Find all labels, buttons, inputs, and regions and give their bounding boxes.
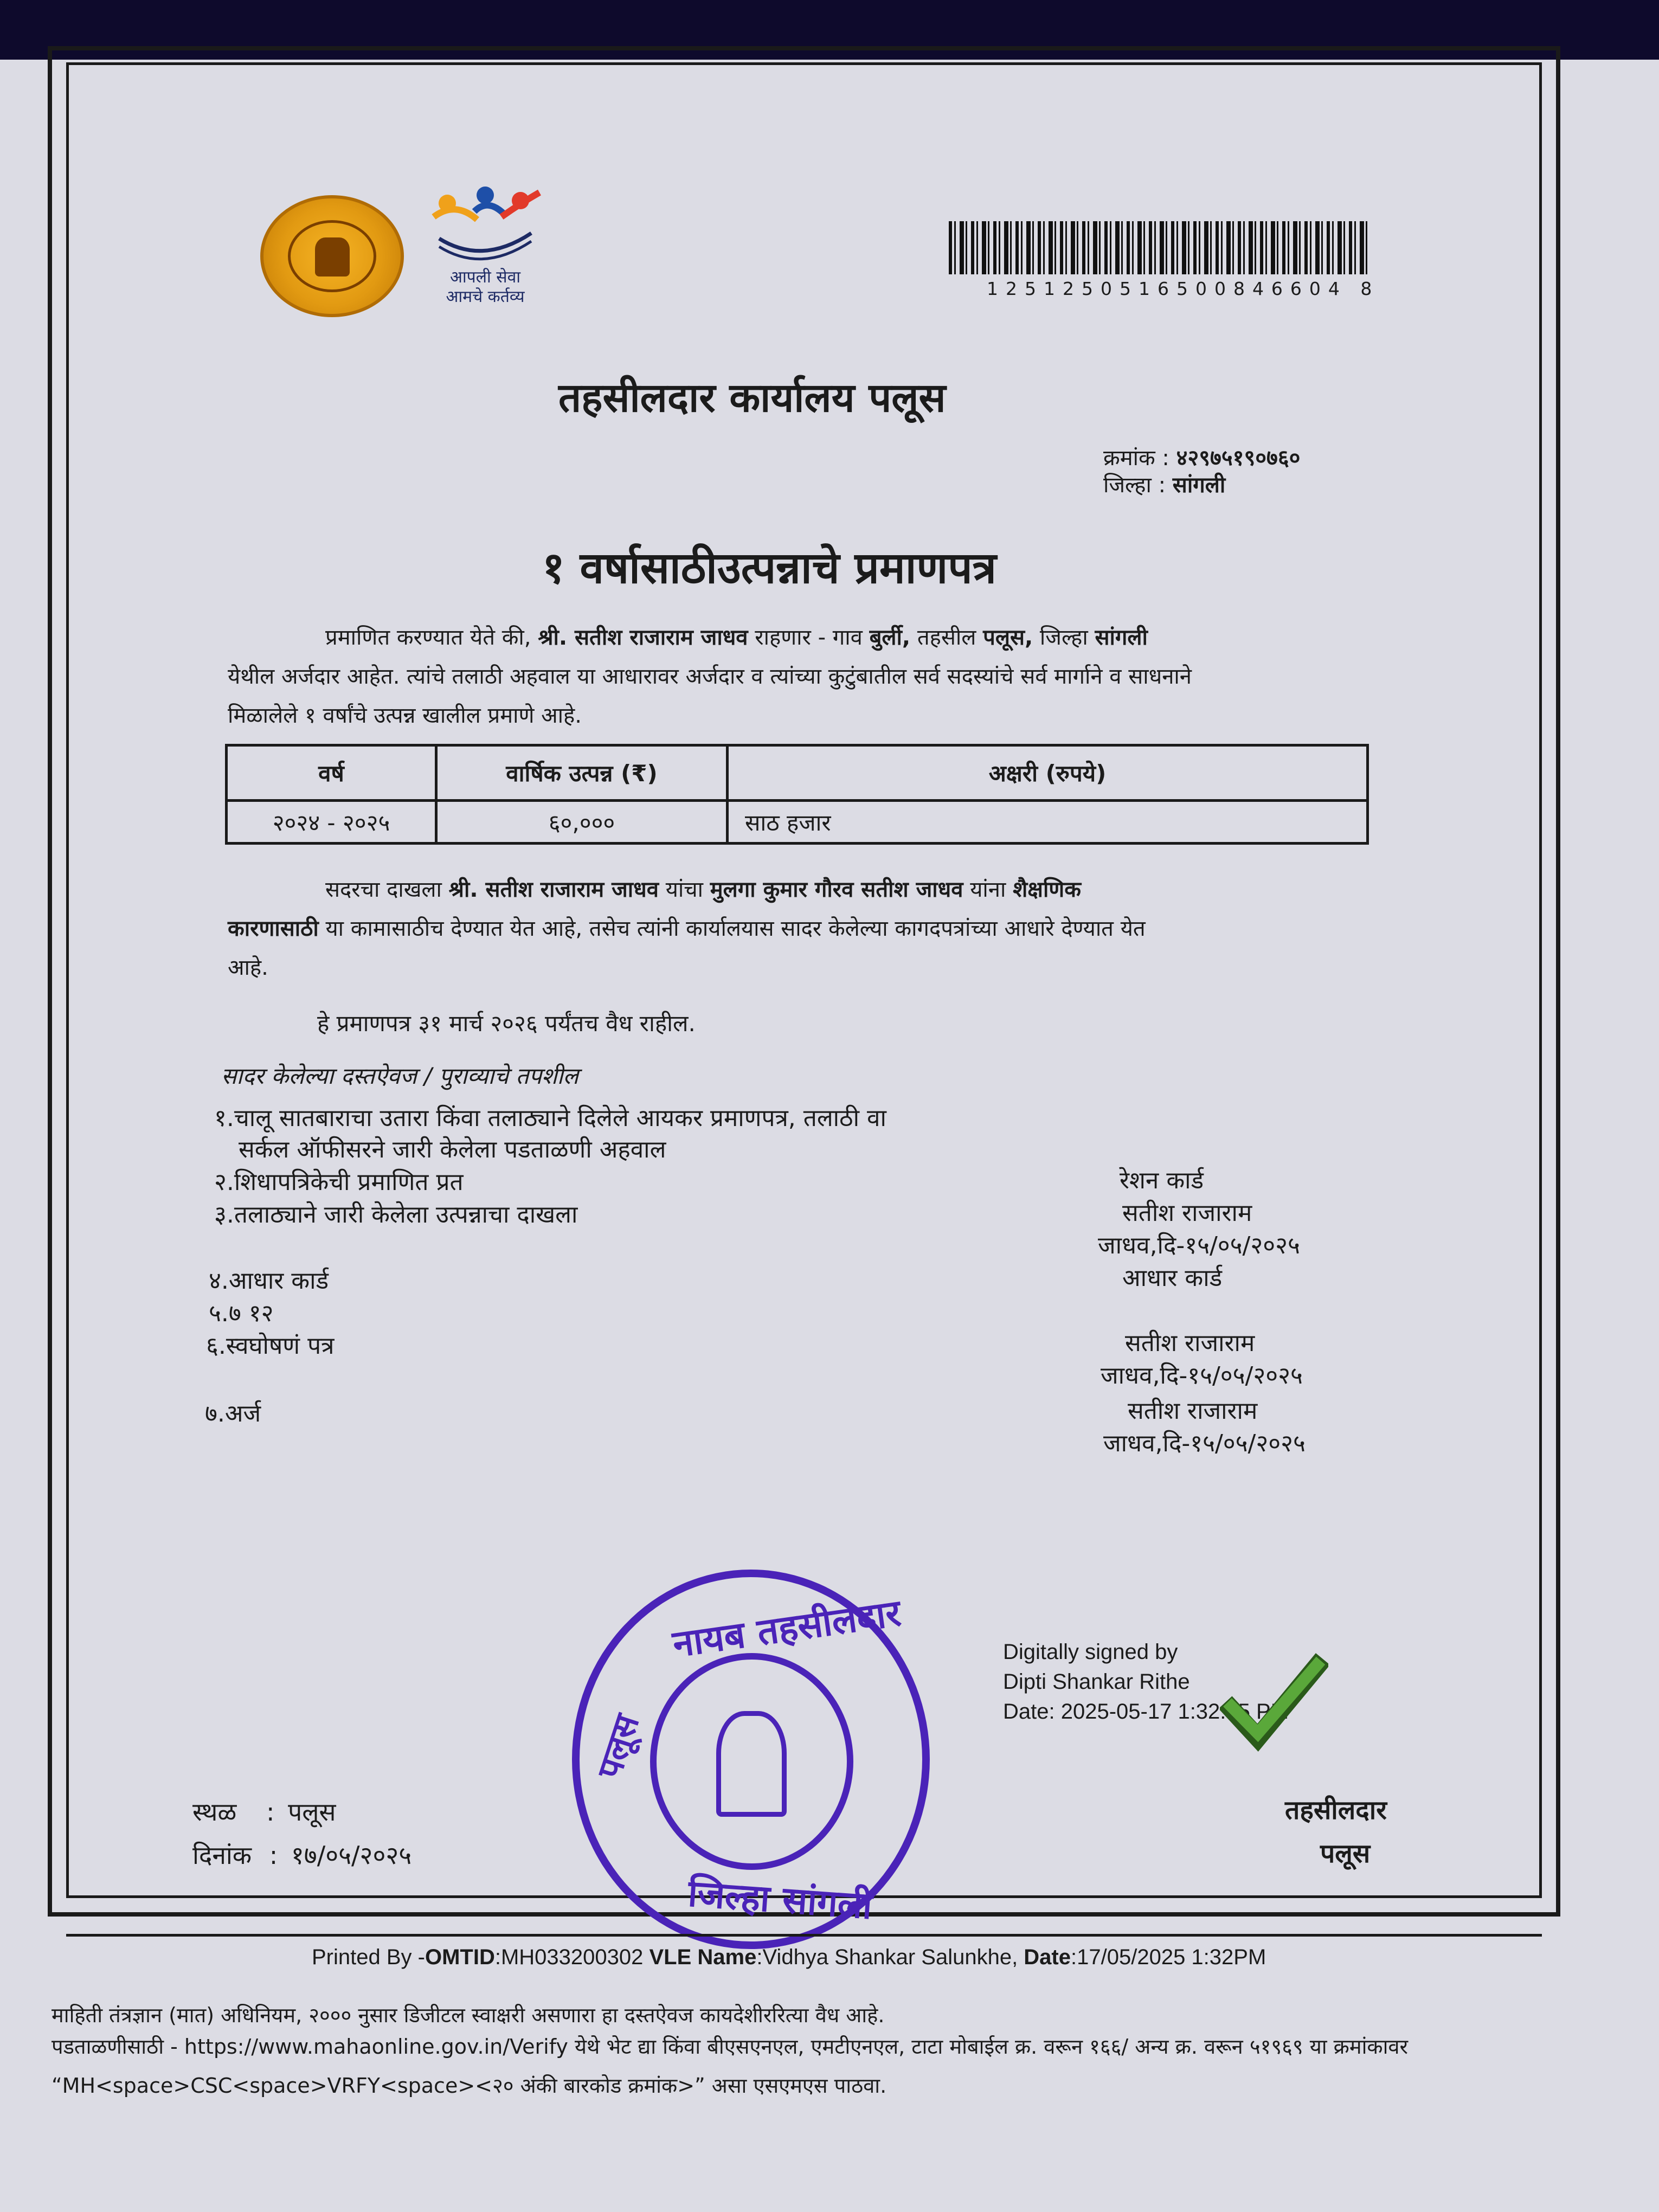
purpose-applicant-name: श्री. सतीश राजाराम जाधव (448, 877, 659, 902)
document-6-detail-date: जाधव,दि-१५/०५/२०२५ (1101, 1362, 1303, 1390)
signature-line-3: Date: 2025-05-17 1:32:45 PM (1003, 1700, 1289, 1724)
document-3-detail: सतीश राजाराम (1122, 1199, 1252, 1227)
header-annual-income: वार्षिक उत्पन्न (₹) (436, 745, 728, 801)
print-date-value: :17/05/2025 1:32PM (1071, 1945, 1266, 1969)
signature-valid-check-icon (1220, 1651, 1328, 1754)
purpose-text-5: आहे. (228, 955, 268, 980)
document-7-detail: सतीश राजाराम (1128, 1397, 1258, 1425)
cell-income: ६०,००० (436, 801, 728, 844)
documents-heading: सादर केलेल्या दस्तऐवज / पुराव्याचे तपशील (221, 1063, 579, 1089)
aaple-seva-line2: आमचे कर्तव्य (446, 287, 525, 306)
intro-line-2: येथील अर्जदार आहेत. त्यांचे तलाठी अहवाल या आधारावर अर्जदार व त्यांच्या कुटुंबातील सर्व सदस्यांचे सर्व मार्गाने व साधनाने (228, 664, 1192, 689)
purpose-text-2: यांचा (665, 877, 704, 902)
barcode-number: 1251250516500846604 8 (987, 278, 1380, 299)
purpose-paragraph (228, 870, 1366, 987)
serial-label: क्रमांक : (1103, 446, 1169, 471)
taluka-name: पलूस, (983, 625, 1033, 650)
barcode (949, 221, 1367, 274)
hands-icon (423, 179, 548, 266)
document-item-6: ६.स्वघोषणं पत्र (206, 1332, 335, 1360)
place-line (192, 1795, 336, 1828)
purpose-text-3: यांना (970, 877, 1006, 902)
date-value: १७/०५/२०२५ (291, 1841, 412, 1870)
date-line (192, 1838, 411, 1872)
signature-line-2: Dipti Shankar Rithe (1003, 1670, 1190, 1694)
district-name: सांगली (1095, 625, 1148, 650)
signature-line-1: Digitally signed by (1003, 1640, 1178, 1664)
cell-year: २०२४ - २०२५ (227, 801, 436, 844)
omtid-value: :MH033200302 (494, 1945, 650, 1969)
intro-text-4: जिल्हा (1039, 625, 1088, 650)
seal-left-text: पलूस (589, 1709, 647, 1784)
legal-note-line-2: पडताळणीसाठी - https://www.mahaonline.gov.in/Verify येथे भेट द्या किंवा बीएसएनएल, एमटीएनएल, टाटा मोबाईल क्र. वरून १६६/ अन्य क्र. वरून ५१९६९ या क्रमांकावर (52, 2035, 1409, 2059)
signatory-place: पलूस (1320, 1838, 1371, 1869)
print-date-label: Date (1024, 1945, 1071, 1969)
table-row (227, 801, 1368, 844)
place-label: स्थळ (192, 1797, 237, 1827)
document-6-detail: सतीश राजाराम (1125, 1329, 1255, 1357)
document-2-detail: रेशन कार्ड (1120, 1167, 1204, 1194)
document-item-4: ४.आधार कार्ड (209, 1267, 329, 1295)
header-in-words: अक्षरी (रुपये) (728, 745, 1368, 801)
vle-name-label: VLE Name (649, 1945, 757, 1969)
cell-words: साठ हजार (728, 801, 1368, 844)
document-item-7: ७.अर्ज (205, 1400, 261, 1427)
document-7-detail-date: जाधव,दि-१५/०५/२०२५ (1103, 1430, 1306, 1457)
emblem-seal-core (315, 237, 350, 276)
income-table (225, 744, 1369, 845)
legal-note-line-3: “MH<space>CSC<space>VRFY<space><२० अंकी बारकोड क्रमांक>” असा एसएमएस पाठवा. (52, 2074, 887, 2098)
lion-capital-icon (716, 1711, 787, 1817)
maharashtra-emblem-icon (260, 195, 404, 317)
intro-paragraph (228, 618, 1366, 735)
aaple-seva-logo (423, 179, 548, 325)
document-item-1-cont: सर्कल ऑफीसरने जारी केलेला पडताळणी अहवाल (239, 1136, 666, 1163)
place-value: पलूस (288, 1797, 336, 1827)
date-label: दिनांक (192, 1841, 252, 1870)
serial-number-line (1103, 442, 1300, 472)
intro-text-2: राहणार - गाव (755, 625, 863, 650)
purpose-text-4: या कामासाठीच देण्यात येत आहे, तसेच त्यांनी कार्यालयास सादर केलेल्या कागदपत्रांच्या आधारे देण्यात येत (325, 916, 1146, 941)
seal-top-text: नायब तहसीलदार (670, 1591, 904, 1667)
date-sep: : (269, 1841, 278, 1870)
document-4-detail: आधार कार्ड (1122, 1264, 1223, 1292)
purpose-reason-a: शैक्षणिक (1013, 877, 1081, 902)
printed-by-label: Printed By - (312, 1945, 425, 1969)
district-label: जिल्हा : (1103, 473, 1166, 498)
district-line (1103, 469, 1225, 499)
signatory-title: तहसीलदार (1285, 1795, 1387, 1825)
validity-line: हे प्रमाणपत्र ३१ मार्च २०२६ पर्यंतच वैध राहील. (317, 1010, 696, 1037)
purpose-reason-b: कारणासाठी (228, 916, 319, 941)
aaple-seva-line1: आपली सेवा (449, 268, 521, 287)
seal-bottom-text: जिल्हा सांगली (686, 1872, 874, 1928)
intro-line-3: मिळालेले १ वर्षांचे उत्पन्न खालील प्रमाणे आहे. (228, 703, 582, 728)
purpose-text-1: सदरचा दाखला (325, 877, 442, 902)
legal-note-line-1: माहिती तंत्रज्ञान (मात) अधिनियम, २००० नुसार डिजीटल स्वाक्षरी असणारा हा दस्तऐवज कायदेशीररित्या वैध आहे. (52, 2003, 885, 2027)
village-name: बुर्ली, (869, 625, 911, 650)
document-item-3: ३.तलाठ्याने जारी केलेला उत्पन्नाचा दाखला (214, 1201, 578, 1229)
official-seal (572, 1570, 930, 1949)
footer-divider (66, 1934, 1542, 1937)
table-header-row (227, 745, 1368, 801)
intro-text-1: प्रमाणित करण्यात येते की, (325, 625, 531, 650)
district-value: सांगली (1172, 473, 1226, 498)
omtid-label: OMTID (425, 1945, 495, 1969)
vle-name-value: :Vidhya Shankar Salunkhe, (756, 1945, 1024, 1969)
intro-text-3: तहसील (917, 625, 976, 650)
seal-inner-ring (650, 1653, 853, 1870)
place-sep: : (266, 1797, 275, 1827)
certificate-title: १ वर्षासाठीउत्पन्नाचे प्रमाणपत्र (542, 543, 996, 593)
serial-value: ४२९७५१९०७६० (1176, 446, 1301, 471)
document-item-2: २.शिधापत्रिकेची प्रमाणित प्रत (214, 1168, 464, 1196)
applicant-name: श्री. सतीश राजाराम जाधव (538, 625, 748, 650)
document-item-5: ५.७ १२ (209, 1300, 274, 1327)
printed-by-line (312, 1945, 1266, 1970)
document-item-1: १.चालू सातबाराचा उतारा किंवा तलाठ्याने दिलेले आयकर प्रमाणपत्र, तलाठी वा (214, 1104, 886, 1132)
beneficiary-name: मुलगा कुमार गौरव सतीश जाधव (710, 877, 963, 902)
office-title: तहसीलदार कार्यालय पलूस (558, 375, 946, 421)
document-3-detail-date: जाधव,दि-१५/०५/२०२५ (1098, 1232, 1300, 1259)
header-year: वर्ष (227, 745, 436, 801)
